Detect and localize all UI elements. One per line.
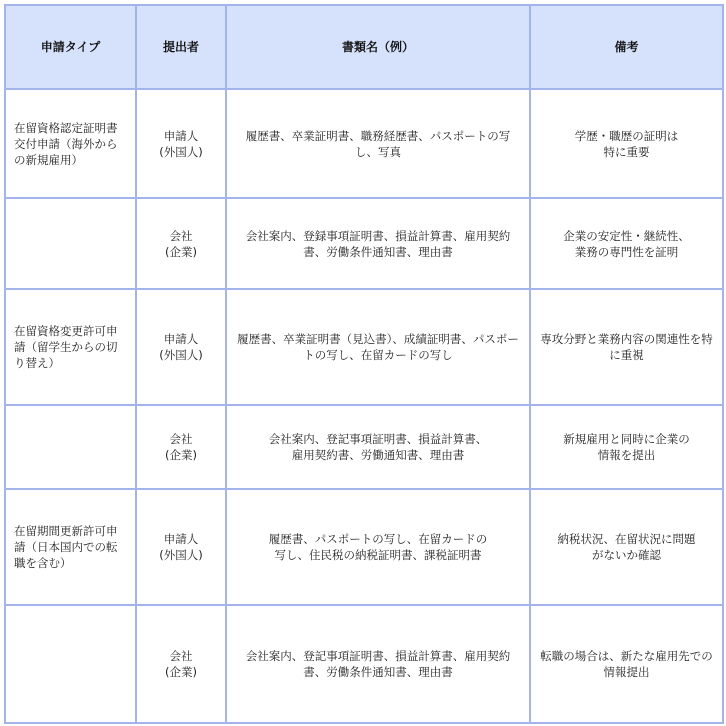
documents-cell: 履歴書、パスポートの写し、在留カードの 写し、住民税の納税証明書、課税証明書 [226, 489, 530, 605]
documents-table [4, 4, 724, 724]
notes-cell: 学歴・職歴の証明は 特に重要 [530, 89, 723, 198]
notes-cell: 納税状況、在留状況に問題 がないか確認 [530, 489, 723, 605]
documents-cell: 履歴書、卒業証明書、職務経歴書、パスポートの写し、写真 [226, 89, 530, 198]
notes-cell: 専攻分野と業務内容の関連性を特に重視 [530, 289, 723, 405]
application-type-cell: 在留資格変更許可申請（留学生からの切り替え） [5, 289, 136, 405]
documents-cell: 会社案内、登録事項証明書、損益計算書、雇用契約書、労働条件通知書、理由書 [226, 198, 530, 289]
application-type-cell [5, 605, 136, 723]
notes-cell: 新規雇用と同時に企業の 情報を提出 [530, 405, 723, 489]
table-row [5, 489, 723, 605]
header-notes: 備考 [530, 5, 723, 89]
table-row [5, 405, 723, 489]
submitter-cell: 申請人 (外国人) [136, 489, 226, 605]
submitter-cell: 申請人 (外国人) [136, 89, 226, 198]
documents-cell: 会社案内、登記事項証明書、損益計算書、 雇用契約書、労働通知書、理由書 [226, 405, 530, 489]
documents-cell: 会社案内、登記事項証明書、損益計算書、雇用契約書、労働条件通知書、理由書 [226, 605, 530, 723]
submitter-cell: 申請人 (外国人) [136, 289, 226, 405]
submitter-cell: 会社 (企業) [136, 605, 226, 723]
header-submitter: 提出者 [136, 5, 226, 89]
table-row [5, 289, 723, 405]
application-type-cell: 在留資格認定証明書交付申請（海外からの新規雇用） [5, 89, 136, 198]
notes-cell: 転職の場合は、新たな雇用先での情報提出 [530, 605, 723, 723]
application-type-cell: 在留期間更新許可申請（日本国内での転職を含む） [5, 489, 136, 605]
submitter-cell: 会社 (企業) [136, 405, 226, 489]
table-row [5, 198, 723, 289]
notes-cell: 企業の安定性・継続性、 業務の専門性を証明 [530, 198, 723, 289]
application-type-cell [5, 198, 136, 289]
header-application-type: 申請タイプ [5, 5, 136, 89]
application-type-cell [5, 405, 136, 489]
table-row [5, 605, 723, 723]
documents-cell: 履歴書、卒業証明書（見込書）、成績証明書、パスポートの写し、在留カードの写し [226, 289, 530, 405]
table-row [5, 89, 723, 198]
header-document-names: 書類名（例） [226, 5, 530, 89]
submitter-cell: 会社 (企業) [136, 198, 226, 289]
table-header-row [5, 5, 723, 89]
